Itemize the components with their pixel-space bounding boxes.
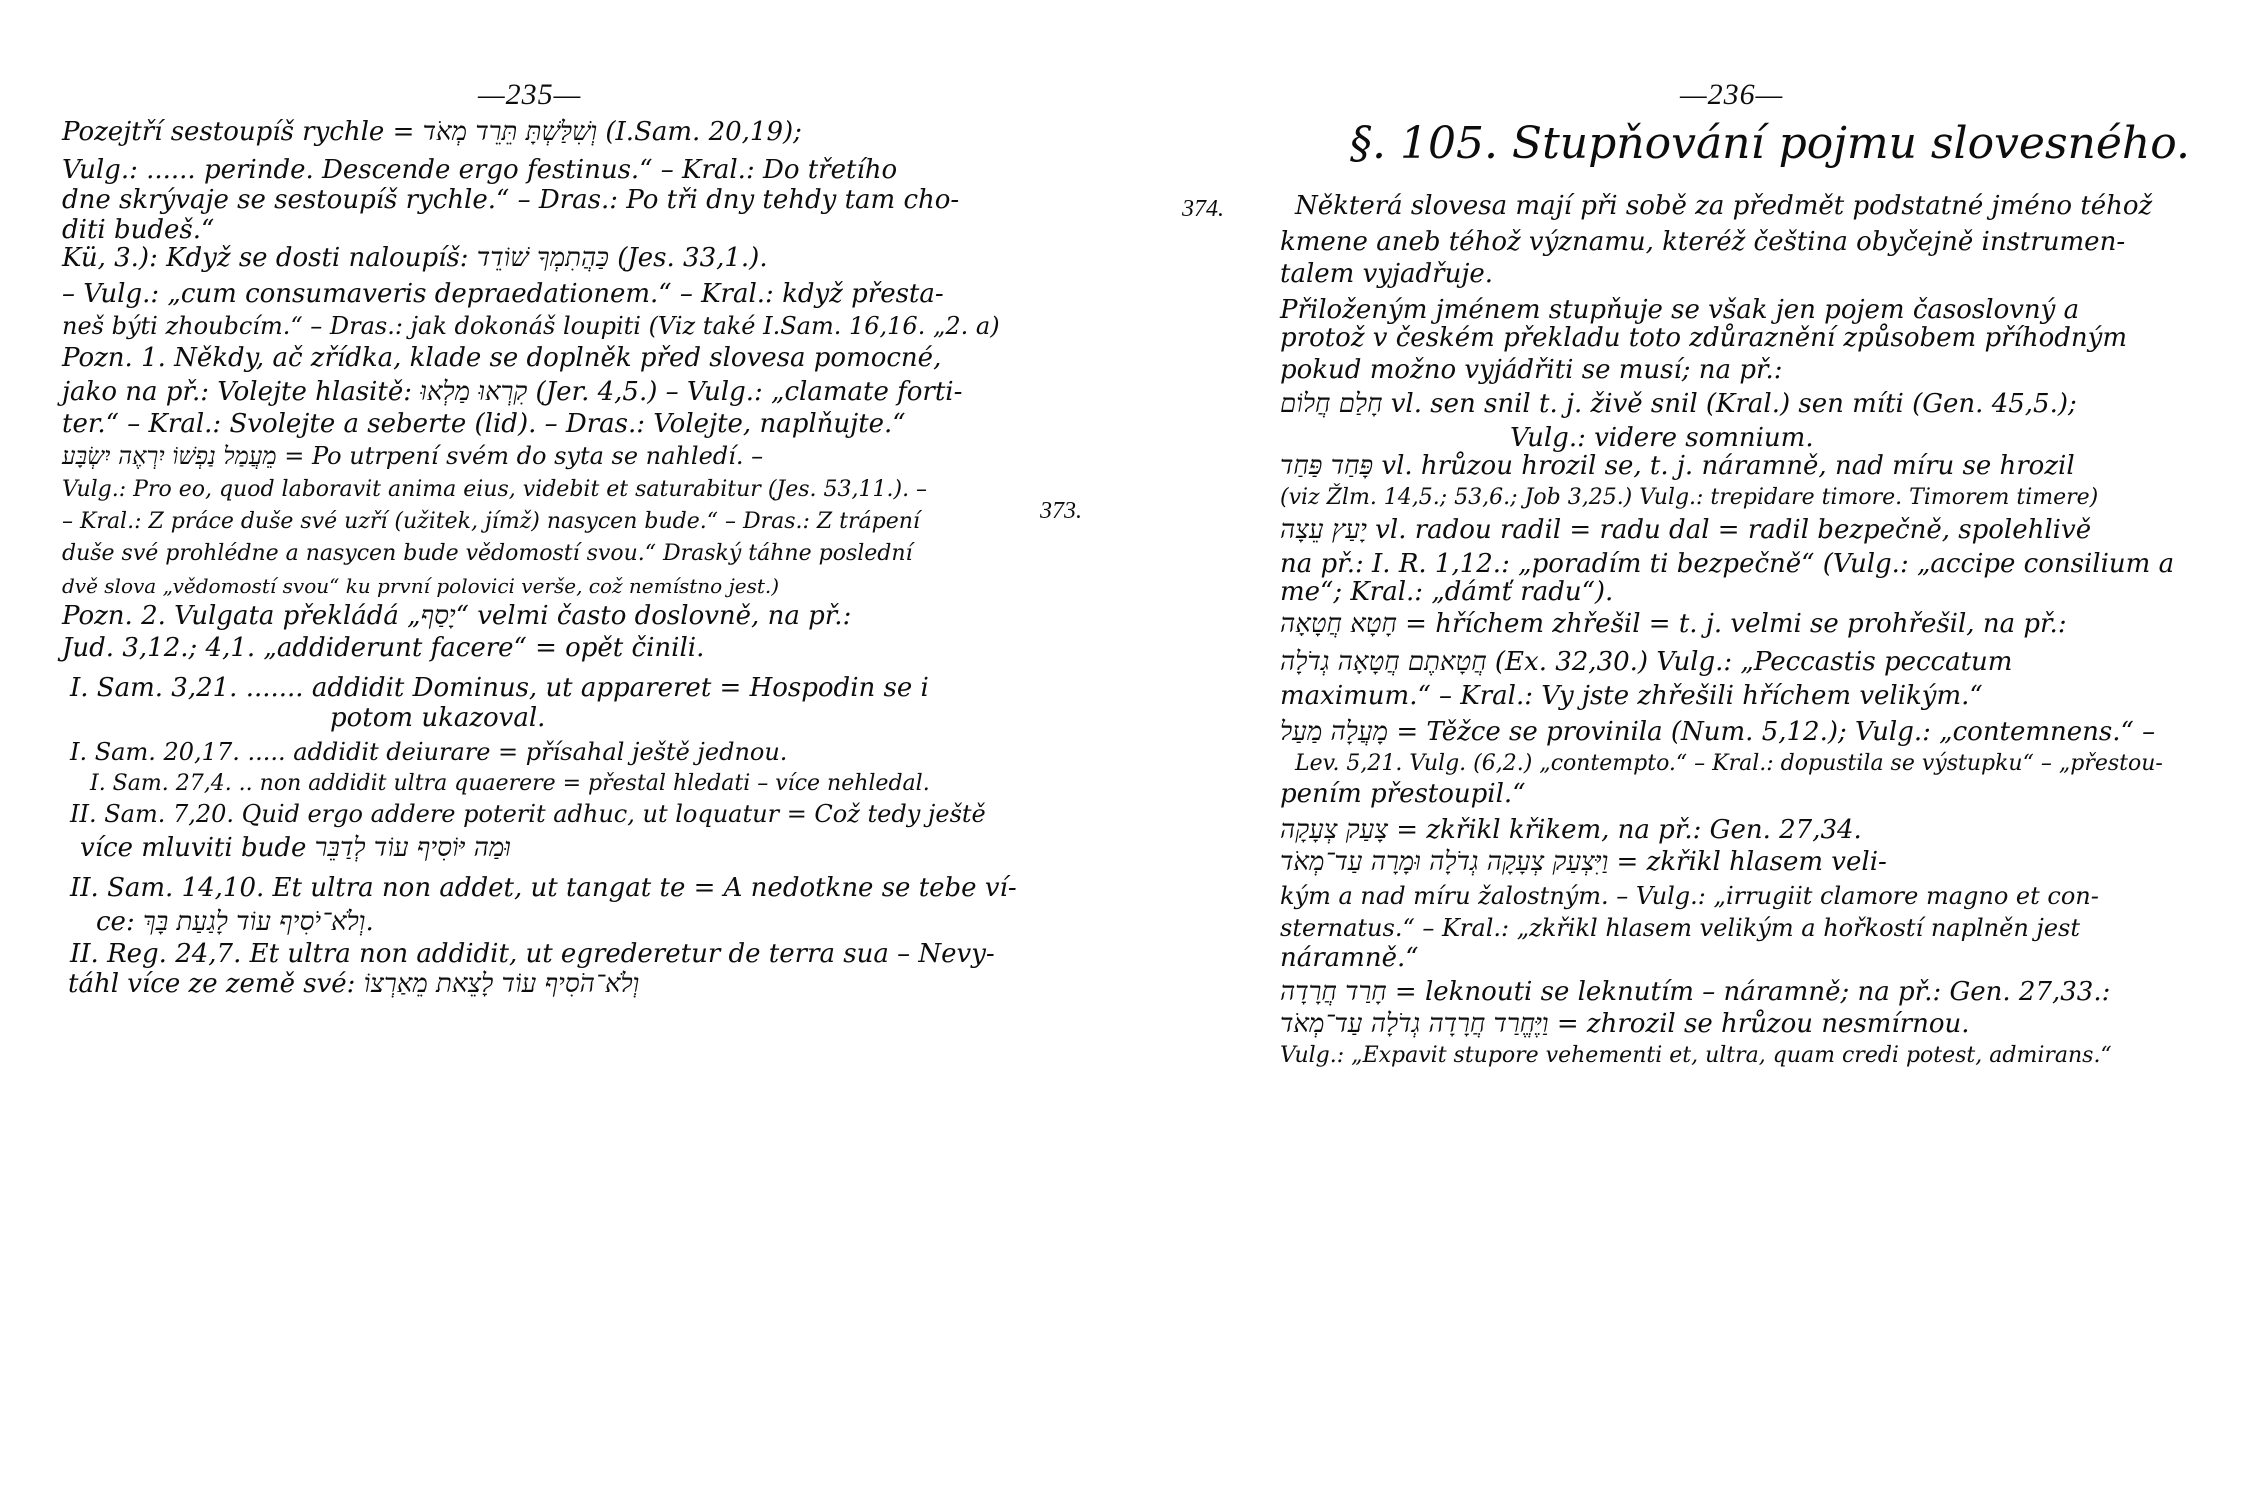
text-line: Přiloženým jménem stupňuje se však jen pojem časoslovný a xyxy=(1280,295,2080,325)
text-line: פָּחַד פַּחַד vl. hrůzou hrozil se, t. j. náramně, nad míru se hrozil xyxy=(1280,451,2075,481)
text-line: צָעַק צְעָקָה = zkřikl křikem, na př.: Gen. 27,34. xyxy=(1280,815,1862,845)
text-line: Lev. 5,21. Vulg. (6,2.) „contempto.“ – Kral.: dopustila se výstupku“ – „přestou- xyxy=(1295,751,2163,776)
text-line: Některá slovesa mají při sobě za předmět podstatné jméno téhož xyxy=(1295,191,2153,221)
right-page xyxy=(1130,0,2260,1500)
text-line: II. Sam. 14,10. Et ultra non addet, ut tangat te = A nedotkne se tebe ví- xyxy=(70,873,1017,903)
text-line: Vulg.: videre somnium. xyxy=(1510,423,1814,453)
text-line: ce: וְלֹא־יֹסִיף עוֹד לָגַעַת בָּךְ. xyxy=(96,907,374,937)
text-line: Vulg.: ...... perinde. Descende ergo festinus.“ – Kral.: Do třetího xyxy=(62,155,898,185)
section-heading: §. 105. Stupňování pojmu slovesného. xyxy=(1350,118,2190,169)
text-line: pením přestoupil.“ xyxy=(1280,779,1526,809)
text-line: Pozejtří sestoupíš rychle = וְשִׁלַּשְׁתָּ תֵּרֵד מְאֹד (I.Sam. 20,19); xyxy=(62,117,802,147)
text-line: neš býti zhoubcím.“ – Dras.: jak dokonáš loupiti (Viz také I.Sam. 16,16. „2. a) xyxy=(62,312,1000,340)
text-line: מָעֲלָה מַעַל = Těžce se provinila (Num. 5,12.); Vulg.: „contemnens.“ – xyxy=(1280,717,2156,747)
text-line: Pozn. 2. Vulgata překládá „יָסַף“ velmi často doslovně, na př.: xyxy=(62,601,852,631)
text-line: Kü, 3.): Když se dosti naloupíš: כַּהֲתִמְךָ שׁוֹדֵד (Jes. 33,1.). xyxy=(62,243,768,273)
text-line: ter.“ – Kral.: Svolejte a seberte (lid). – Dras.: Volejte, naplňujte.“ xyxy=(62,409,906,439)
text-line: dne skrývaje se sestoupíš rychle.“ – Dras.: Po tři dny tehdy tam cho- xyxy=(62,185,960,215)
text-line: II. Sam. 7,20. Quid ergo addere poterit adhuc, ut loquatur = Což tedy ještě xyxy=(70,800,986,828)
text-line: dvě slova „vědomostí svou“ ku první polovici verše, což nemístno jest.) xyxy=(62,574,780,598)
text-line: táhl více ze země své: וְלֹא־הֹסִיף עוֹד לָצֵאת מֵאַרְצוֹ xyxy=(68,969,640,999)
text-line: (viz Žlm. 14,5.; 53,6.; Job 3,25.) Vulg.: trepidare timore. Timorem timere) xyxy=(1280,485,2099,510)
text-line: talem vyjadřuje. xyxy=(1280,259,1494,289)
text-line: I. Sam. 27,4. .. non addidit ultra quaerere = přestal hledati – více nehledal. xyxy=(90,771,930,796)
text-line: II. Reg. 24,7. Et ultra non addidit, ut egrederetur de terra sua – Nevy- xyxy=(70,939,995,969)
page-number: —236— xyxy=(1680,78,1784,111)
text-line: kmene aneb téhož významu, kteréž čeština obyčejně instrumen- xyxy=(1280,227,2126,257)
text-line: me“; Kral.: „dámť radu“). xyxy=(1280,577,1614,607)
text-line: protož v českém překladu toto zdůraznění způsobem příhodným xyxy=(1280,323,2127,353)
text-line: – Kral.: Z práce duše své uzří (užitek, jímž) nasycen bude.“ – Dras.: Z trápení xyxy=(62,509,920,534)
text-line: Vulg.: Pro eo, quod laboravit anima eius, videbit et saturabitur (Jes. 53,11.). – xyxy=(62,477,928,502)
text-line: וַיִּצְעַק צְעָקָה גְדֹלָה וּמָרָה עַד־מְאֹד = zkřikl hlasem veli- xyxy=(1280,847,1887,877)
text-line: יָעַץ עֵצָה vl. radou radil = radu dal = radil bezpečně, spolehlivě xyxy=(1280,515,2092,545)
text-line: více mluviti bude וּמַה יּוֹסִיף עוֹד לְדַבֵּר xyxy=(80,833,511,863)
margin-number: 374. xyxy=(1182,196,1224,222)
text-line: Jud. 3,12.; 4,1. „addiderunt facere“ = opět činili. xyxy=(62,633,705,663)
text-line: Vulg.: „Expavit stupore vehementi et, ultra, quam credi potest, admirans.“ xyxy=(1280,1043,2112,1068)
text-line: jako na př.: Volejte hlasitě: קִרְאוּ מַלְאוּ (Jer. 4,5.) – Vulg.: „clamate forti- xyxy=(62,377,963,407)
text-line: חָרַד חֲרָדָה = leknouti se leknutím – náramně; na př.: Gen. 27,33.: xyxy=(1280,977,2111,1007)
text-line: náramně.“ xyxy=(1280,943,1419,973)
page-number: —235— xyxy=(478,78,582,111)
text-line: חָטָא חֲטָאָה = hříchem zhřešil = t. j. velmi se prohřešil, na př.: xyxy=(1280,609,2067,639)
text-line: duše své prohlédne a nasycen bude vědomostí svou.“ Draský táhne poslední xyxy=(62,541,913,566)
text-line: חָלַם חֲלוֹם vl. sen snil t. j. živě snil (Kral.) sen míti (Gen. 45,5.); xyxy=(1280,389,2077,419)
text-line: potom ukazoval. xyxy=(330,703,546,733)
text-line: Pozn. 1. Někdy, ač zřídka, klade se doplněk před slovesa pomocné, xyxy=(62,343,942,373)
text-line: maximum.“ – Kral.: Vy jste zhřešili hříchem velikým.“ xyxy=(1280,681,1983,711)
margin-number: 373. xyxy=(1040,498,1082,524)
text-line: kým a nad míru žalostným. – Vulg.: „irrugiit clamore magno et con- xyxy=(1280,882,2099,910)
text-line: diti budeš.“ xyxy=(62,215,215,245)
text-line: I. Sam. 3,21. ....... addidit Dominus, ut appareret = Hospodin se i xyxy=(70,673,929,703)
text-line: חֲטָאתֶם חֲטָאָה גְדֹלָה (Ex. 32,30.) Vulg.: „Peccastis peccatum xyxy=(1280,647,2013,677)
text-line: – Vulg.: „cum consumaveris depraedationem.“ – Kral.: když přesta- xyxy=(62,279,944,309)
text-line: pokud možno vyjádřiti se musí; na př.: xyxy=(1280,355,1783,385)
text-line: na př.: I. R. 1,12.: „poradím ti bezpečně“ (Vulg.: „accipe consilium a xyxy=(1280,549,2175,579)
text-line: sternatus.“ – Kral.: „zkřikl hlasem velikým a hořkostí naplněn jest xyxy=(1280,914,2081,942)
text-line: מֵעֲמַל נַפְשׁוֹ יִרְאֶה יִשְׂבָּע = Po utrpení svém do syta se nahledí. – xyxy=(62,442,764,470)
text-line: I. Sam. 20,17. ..... addidit deiurare = přísahal ještě jednou. xyxy=(70,738,788,766)
text-line: וַיֶּחֱרַד חֲרָדָה גְדֹלָה עַד־מְאֹד = zhrozil se hrůzou nesmírnou. xyxy=(1280,1009,1970,1039)
